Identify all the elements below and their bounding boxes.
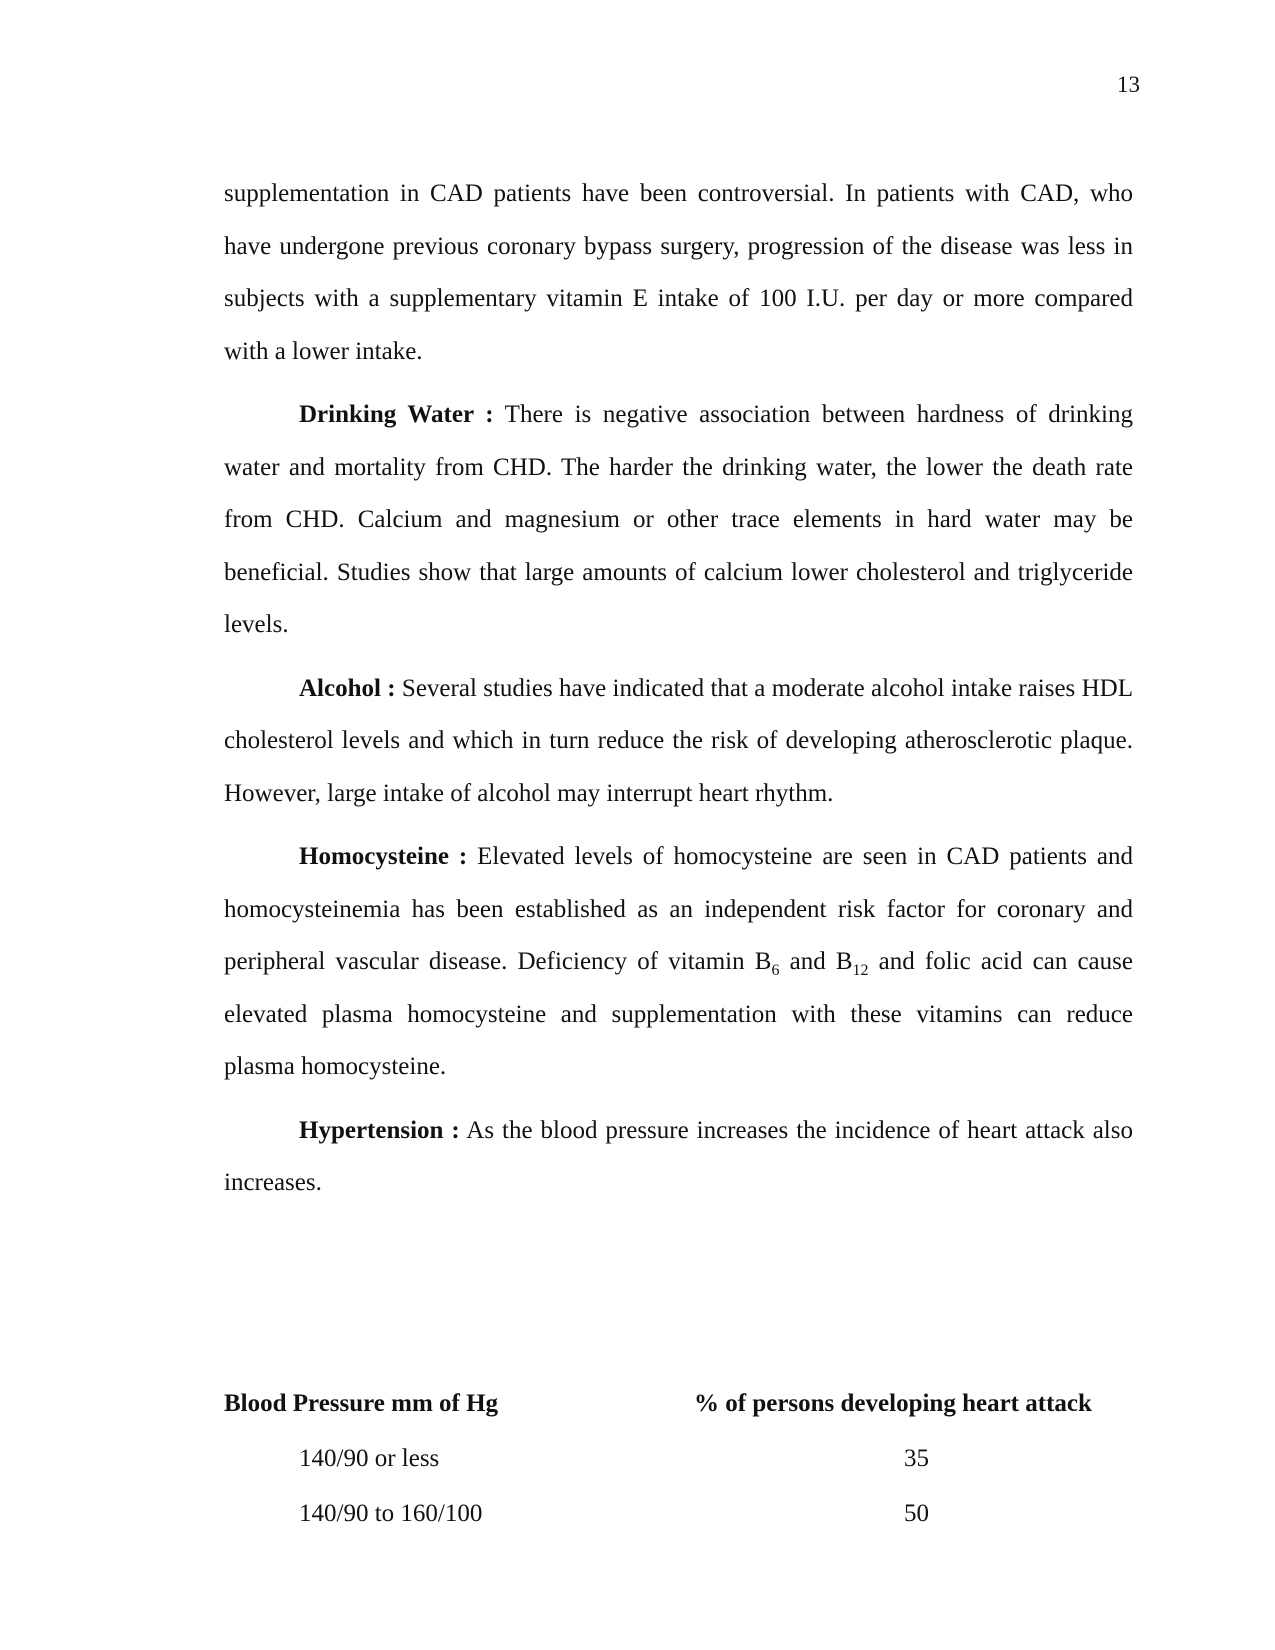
alcohol-paragraph [224, 663, 1133, 821]
alcohol-heading: Alcohol : [299, 674, 396, 702]
column-header-heart-attack-percent: % of persons developing heart attack [694, 1390, 1092, 1417]
homocysteine-text-2: and B [779, 948, 853, 975]
bp-range-cell: 140/90 or less [299, 1445, 440, 1472]
column-header-blood-pressure: Blood Pressure mm of Hg [224, 1390, 499, 1417]
hypertension-text: As the blood pressure increases the incidence of heart attack also increases. [224, 1116, 1133, 1196]
homocysteine-heading: Homocysteine : [299, 843, 468, 870]
vitamin-b12-subscript: 12 [852, 962, 869, 979]
blood-pressure-table [224, 1378, 1144, 1528]
page-number: 13 [1117, 72, 1140, 97]
hypertension-heading: Hypertension : [299, 1116, 460, 1144]
table-header [224, 1378, 1144, 1418]
alcohol-text: Several studies have indicated that a moderate alcohol intake raises HDL cholesterol levels and which in turn reduce the risk of developing atherosclerotic plaque. However, large intake of alcohol may interrupt heart rhythm. [224, 674, 1133, 807]
homocysteine-paragraph [224, 831, 1133, 1094]
drinking-water-heading: Drinking Water : [299, 401, 494, 428]
percent-cell: 35 [904, 1445, 929, 1472]
percent-cell: 50 [904, 1500, 929, 1527]
drinking-water-text: There is negative association between hardness of drinking water and mortality from CHD. The harder the drinking water, the lower the death rate from CHD. Calcium and magnesium or other trace elements in hard water may be beneficial. Studies show that large amounts of calcium lower cholesterol and triglyceride levels. [224, 401, 1133, 638]
hypertension-paragraph [224, 1105, 1133, 1210]
drinking-water-paragraph [224, 389, 1133, 652]
bp-range-cell: 140/90 to 160/100 [299, 1500, 483, 1527]
vitamin-b6-subscript: 6 [771, 962, 780, 979]
intro-paragraph: supplementation in CAD patients have been controversial. In patients with CAD, who have undergone previous coronary bypass surgery, progression of the disease was less in subjects with a supplementary vitamin E intake of 100 I.U. per day or more compared with a lower intake. [224, 180, 1133, 365]
document-body [224, 168, 1133, 1221]
homocysteine-text-3: and folic acid can cause elevated plasma homocysteine and supplementation with these vitamins can reduce plasma homocysteine. [224, 948, 1133, 1080]
table-row [224, 1418, 1144, 1473]
homocysteine-text-1: Elevated levels of homocysteine are seen in CAD patients and homocysteinemia has been established as an independent risk factor for coronary and peripheral vascular disease. Deficiency of vitamin B [224, 843, 1134, 975]
table-row [224, 1473, 1144, 1528]
